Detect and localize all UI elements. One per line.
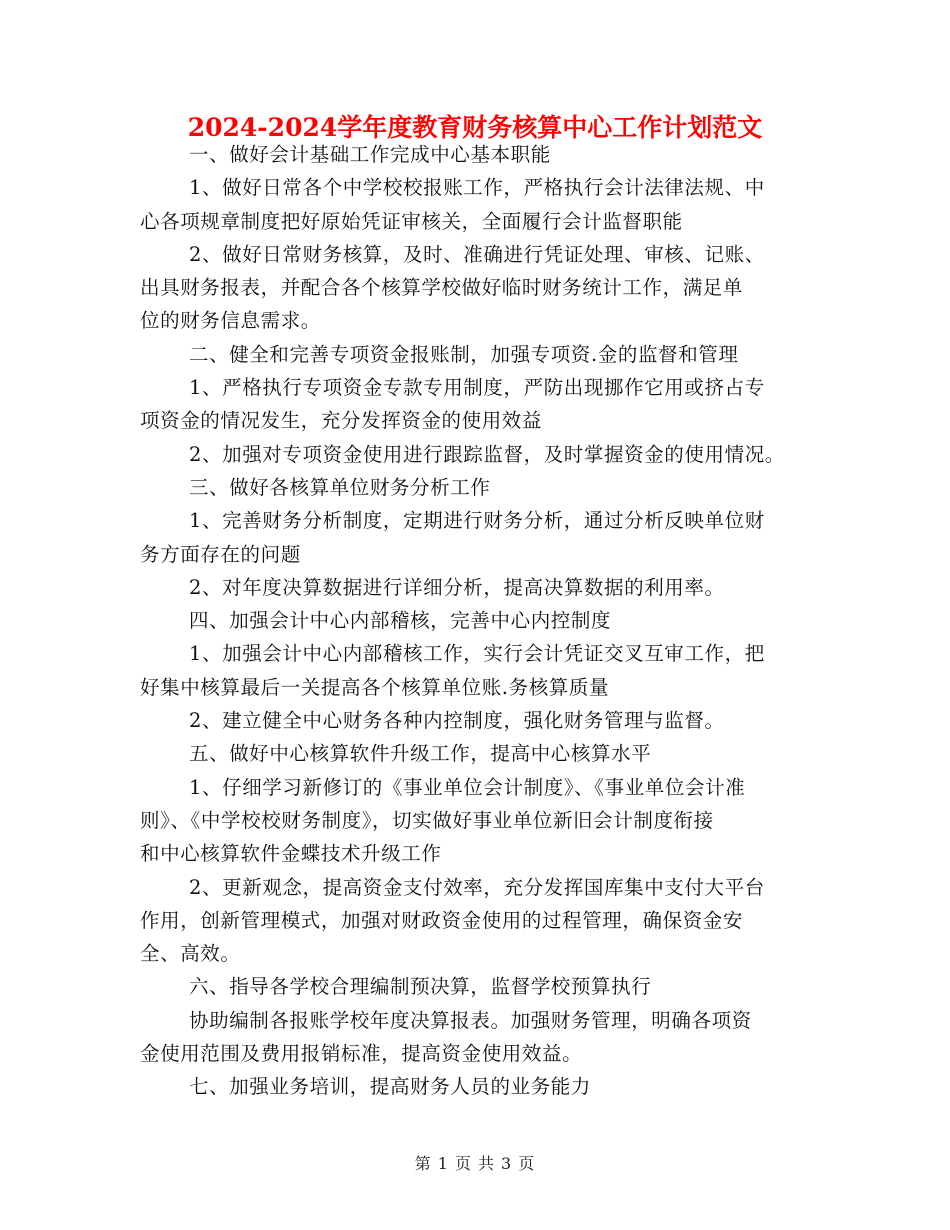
text-line: 则》、《中学校校财务制度》，切实做好事业单位新旧会计制度衔接 bbox=[140, 808, 714, 832]
text-line: 2、建立健全中心财务各种内控制度，强化财务管理与监督。 bbox=[189, 709, 725, 733]
text-line: 四、加强会计中心内部稽核，完善中心内控制度 bbox=[189, 609, 612, 633]
text-line: 2、对年度决算数据进行详细分析，提高决算数据的利用率。 bbox=[189, 575, 725, 599]
text-line: 一、做好会计基础工作完成中心基本职能 bbox=[189, 143, 551, 166]
text-line: 六、指导各学校合理编制预决算，监督学校预算执行 bbox=[189, 975, 652, 999]
text-line: 1、做好日常各个中学校校报账工作，严格执行会计法律法规、中 bbox=[189, 176, 765, 200]
text-line: 项资金的情况发生，充分发挥资金的使用效益 bbox=[140, 409, 543, 433]
text-line: 位的财务信息需求。 bbox=[140, 309, 321, 333]
footer-middle: 页 共 bbox=[454, 1154, 496, 1173]
text-line: 好集中核算最后一关提高各个核算单位账.务核算质量 bbox=[140, 675, 610, 699]
text-line: 七、加强业务培训，提高财务人员的业务能力 bbox=[189, 1075, 592, 1099]
footer-total-pages: 3 bbox=[501, 1154, 513, 1173]
text-line: 五、做好中心核算软件升级工作，提高中心核算水平 bbox=[189, 742, 652, 766]
text-line: 1、严格执行专项资金专款专用制度，严防出现挪作它用或挤占专 bbox=[189, 376, 765, 400]
text-line: 心各项规章制度把好原始凭证审核关，全面履行会计监督职能 bbox=[140, 209, 683, 233]
document-title: 2024-2024学年度教育财务核算中心工作计划范文 bbox=[187, 113, 763, 142]
footer-current-page: 1 bbox=[437, 1154, 449, 1173]
page-footer bbox=[0, 1152, 950, 1176]
text-line: 全、高效。 bbox=[140, 942, 241, 966]
footer-suffix: 页 bbox=[518, 1154, 536, 1173]
footer-prefix: 第 bbox=[414, 1154, 432, 1173]
text-line: 二、健全和完善专项资金报账制，加强专项资.金的监督和管理 bbox=[189, 342, 739, 366]
text-line: 三、做好各核算单位财务分析工作 bbox=[189, 475, 491, 499]
text-line: 1、加强会计中心内部稽核工作，实行会计凭证交叉互审工作，把 bbox=[189, 642, 765, 666]
text-line: 2、做好日常财务核算，及时、准确进行凭证处理、审核、记账、 bbox=[189, 242, 765, 266]
text-line: 协助编制各报账学校年度决算报表。加强财务管理，明确各项资 bbox=[189, 1008, 752, 1032]
text-line: 金使用范围及费用报销标准，提高资金使用效益。 bbox=[140, 1042, 583, 1066]
text-line: 和中心核算软件金蝶技术升级工作 bbox=[140, 842, 442, 866]
text-line: 2、加强对专项资金使用进行跟踪监督，及时掌握资金的使用情况。 bbox=[189, 442, 785, 466]
text-line: 2、更新观念，提高资金支付效率，充分发挥国库集中支付大平台 bbox=[189, 875, 765, 899]
text-line: 作用，创新管理模式，加强对财政资金使用的过程管理，确保资金安 bbox=[140, 908, 744, 932]
text-line: 务方面存在的问题 bbox=[140, 542, 301, 566]
text-line: 1、完善财务分析制度，定期进行财务分析，通过分析反映单位财 bbox=[189, 509, 765, 533]
text-line: 出具财务报表，并配合各个核算学校做好临时财务统计工作，满足单 bbox=[140, 276, 744, 300]
document-body bbox=[140, 138, 812, 1104]
text-line: 1、仔细学习新修订的《事业单位会计制度》、《事业单位会计准 bbox=[189, 775, 746, 799]
